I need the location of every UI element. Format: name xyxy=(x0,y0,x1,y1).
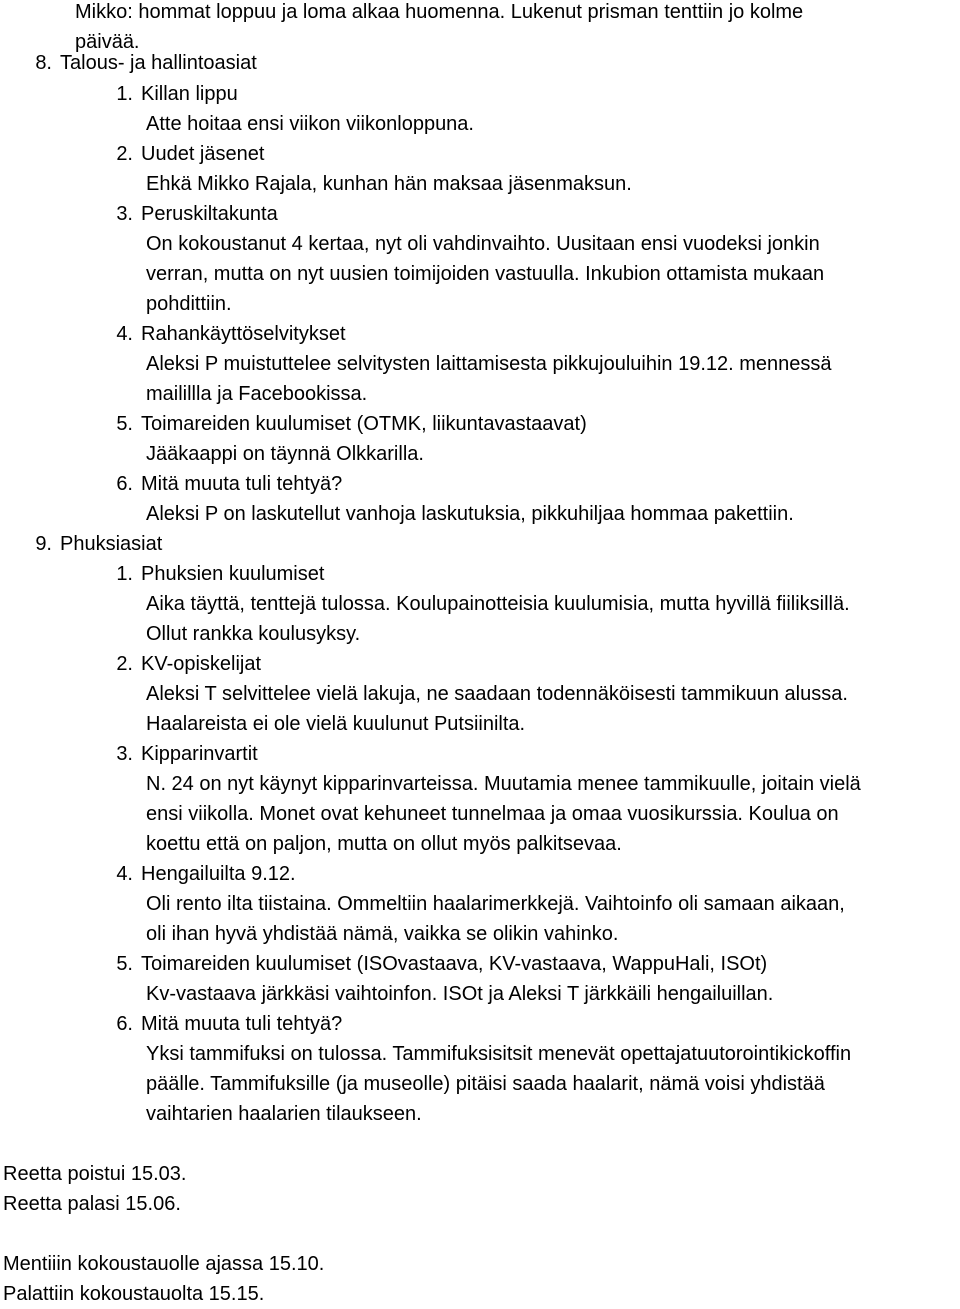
item-number: 2. xyxy=(116,143,133,165)
item-text: päälle. Tammifuksille (ja museolle) pitäisi saada haalarit, nämä voisi yhdistää xyxy=(146,1073,825,1095)
footer-note: Mentiiin kokoustauolle ajassa 15.10. xyxy=(3,1253,325,1275)
item-number: 6. xyxy=(116,1013,133,1035)
item-heading xyxy=(0,859,296,889)
item-title: Mitä muuta tuli tehtyä? xyxy=(141,473,343,495)
item-text: N. 24 on nyt käynyt kipparinvarteissa. Muutamia menee tammikuulle, joitain vielä xyxy=(146,773,861,795)
section-number: 9. xyxy=(35,533,52,555)
item-title: Uudet jäsenet xyxy=(141,143,265,165)
intro-line: päivää. xyxy=(75,31,140,53)
item-heading xyxy=(0,469,342,499)
footer-note: Reetta palasi 15.06. xyxy=(3,1193,181,1215)
item-title: Rahankäyttöselvitykset xyxy=(141,323,346,345)
item-heading xyxy=(0,199,278,229)
item-text: Aika täyttä, tenttejä tulossa. Koulupainotteisia kuulumisia, mutta hyvillä fiiliksillä. xyxy=(146,593,850,615)
item-text: oli ihan hyvä yhdistää nämä, vaikka se olikin vahinko. xyxy=(146,923,619,945)
item-heading xyxy=(0,559,324,589)
item-text: Ehkä Mikko Rajala, kunhan hän maksaa jäsenmaksun. xyxy=(146,173,632,195)
item-heading xyxy=(0,739,258,769)
item-heading xyxy=(0,409,587,439)
section-heading-9 xyxy=(0,529,162,559)
item-heading xyxy=(0,649,261,679)
item-text: pohdittiin. xyxy=(146,293,232,315)
item-number: 2. xyxy=(116,653,133,675)
item-title: KV-opiskelijat xyxy=(141,653,262,675)
item-number: 4. xyxy=(116,863,133,885)
section-title: Talous- ja hallintoasiat xyxy=(60,52,257,74)
intro-line: Mikko: hommat loppuu ja loma alkaa huomenna. Lukenut prisman tenttiin jo kolme xyxy=(75,1,804,23)
item-number: 3. xyxy=(116,743,133,765)
item-heading xyxy=(0,139,264,169)
item-text: Aleksi P muistuttelee selvitysten laittamisesta pikkujouluihin 19.12. mennessä xyxy=(146,353,832,375)
item-number: 4. xyxy=(116,323,133,345)
item-title: Hengailuilta 9.12. xyxy=(141,863,296,885)
section-title: Phuksiasiat xyxy=(60,533,163,555)
item-text: mailillla ja Facebookissa. xyxy=(146,383,368,405)
item-number: 6. xyxy=(116,473,133,495)
item-heading xyxy=(0,949,767,979)
item-text: Aleksi P on laskutellut vanhoja laskutuksia, pikkuhiljaa hommaa pakettiin. xyxy=(146,503,794,525)
section-number: 8. xyxy=(35,52,52,74)
item-text: Aleksi T selvittelee vielä lakuja, ne saadaan todennäköisesti tammikuun alussa. xyxy=(146,683,848,705)
item-number: 1. xyxy=(116,83,133,105)
item-text: Jääkaappi on täynnä Olkkarilla. xyxy=(146,443,424,465)
item-title: Mitä muuta tuli tehtyä? xyxy=(141,1013,343,1035)
item-text: Haalareista ei ole vielä kuulunut Putsiinilta. xyxy=(146,713,526,735)
item-title: Toimareiden kuulumiset (OTMK, liikuntavastaavat) xyxy=(141,413,587,435)
item-text: On kokoustanut 4 kertaa, nyt oli vahdinvaihto. Uusitaan ensi vuodeksi jonkin xyxy=(146,233,820,255)
item-title: Kipparinvartit xyxy=(141,743,258,765)
item-text: Kv-vastaava järkkäsi vaihtoinfon. ISOt ja Aleksi T järkkäili hengailuillan. xyxy=(146,983,774,1005)
item-number: 1. xyxy=(116,563,133,585)
footer-note: Reetta poistui 15.03. xyxy=(3,1163,187,1185)
item-text: Oli rento ilta tiistaina. Ommeltiin haalarimerkkejä. Vaihtoinfo oli samaan aikaan, xyxy=(146,893,845,915)
item-text: koettu että on paljon, mutta on ollut myös palkitsevaa. xyxy=(146,833,622,855)
item-heading xyxy=(0,79,238,109)
item-title: Phuksien kuulumiset xyxy=(141,563,325,585)
item-title: Killan lippu xyxy=(141,83,238,105)
item-title: Toimareiden kuulumiset (ISOvastaava, KV-vastaava, WappuHali, ISOt) xyxy=(141,953,768,975)
item-heading xyxy=(0,1009,342,1039)
item-text: Yksi tammifuksi on tulossa. Tammifuksisitsit menevät opettajatuutorointikickoffin xyxy=(146,1043,852,1065)
item-text: Ollut rankka koulusyksy. xyxy=(146,623,361,645)
item-number: 5. xyxy=(116,953,133,975)
section-heading-8 xyxy=(0,48,257,78)
item-number: 3. xyxy=(116,203,133,225)
item-heading xyxy=(0,319,346,349)
item-text: vaihtarien haalarien tilaukseen. xyxy=(146,1103,422,1125)
item-number: 5. xyxy=(116,413,133,435)
item-text: verran, mutta on nyt uusien toimijoiden vastuulla. Inkubion ottamista mukaan xyxy=(146,263,825,285)
item-title: Peruskiltakunta xyxy=(141,203,278,225)
item-text: ensi viikolla. Monet ovat kehuneet tunnelmaa ja omaa vuosikurssia. Koulua on xyxy=(146,803,839,825)
footer-note: Palattiin kokoustauolta 15.15. xyxy=(3,1283,265,1305)
item-text: Atte hoitaa ensi viikon viikonloppuna. xyxy=(146,113,474,135)
